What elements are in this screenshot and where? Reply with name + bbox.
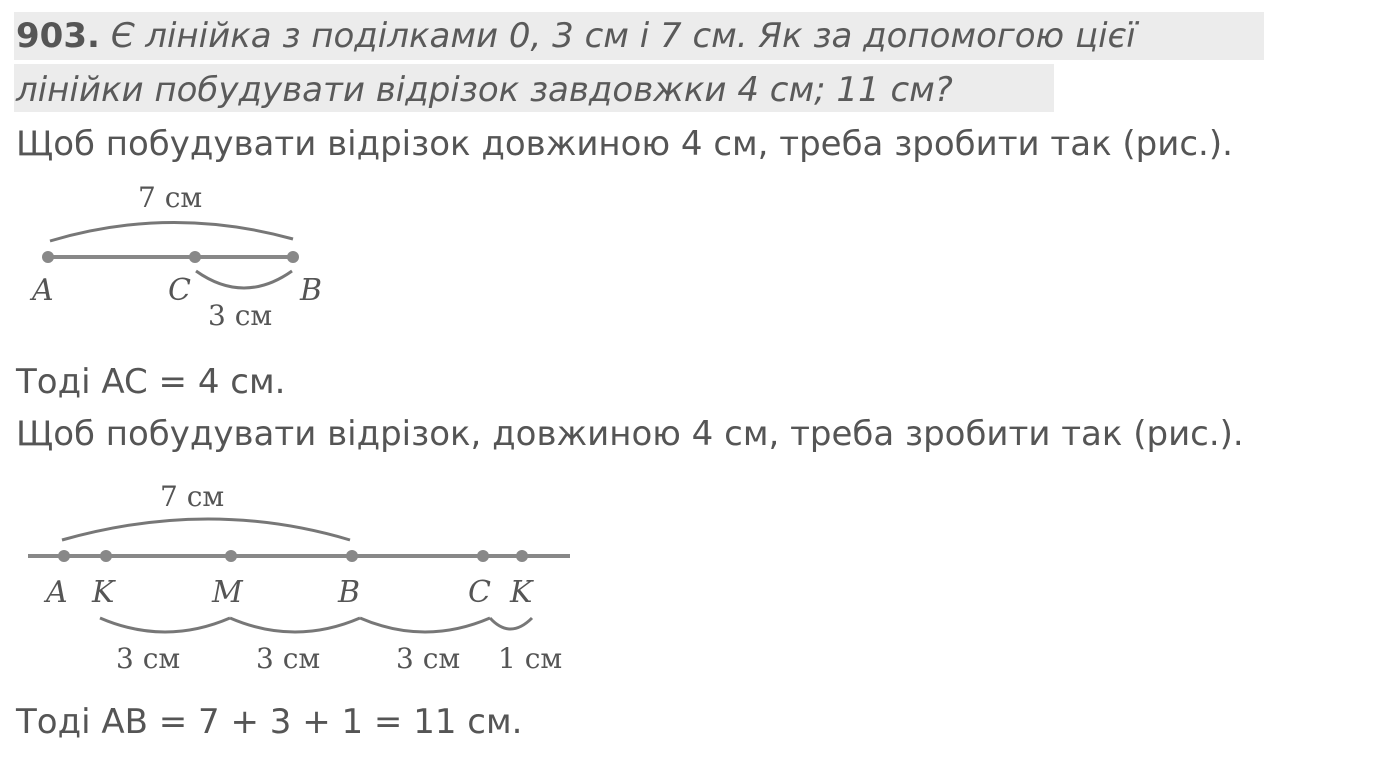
problem-number: 903.	[16, 16, 100, 56]
figure-1-point-a	[42, 251, 54, 263]
figure-2-point-k1	[100, 550, 112, 562]
figure-1-top-label: 7 см	[138, 181, 203, 214]
figure-2-label-4: 1 см	[498, 642, 563, 675]
figure-1-letter-b: B	[300, 273, 323, 308]
solution-intro-1: Щоб побудувати відрізок довжиною 4 см, треба зробити так (рис.).	[16, 124, 1233, 164]
figure-1-bottom-arc	[196, 271, 292, 288]
solution-intro-2: Щоб побудувати відрізок, довжиною 4 см, треба зробити так (рис.).	[16, 414, 1244, 454]
figure-2-label-3: 3 см	[396, 642, 461, 675]
figure-2-point-b	[346, 550, 358, 562]
figure-2-top-label: 7 см	[160, 480, 225, 513]
figure-2-letter-b: B	[338, 575, 361, 610]
figure-1-letter-a: A	[32, 273, 54, 308]
figure-2-arc-1	[100, 618, 230, 632]
figure-2-letter-c: C	[468, 575, 491, 610]
figure-2-point-a	[58, 550, 70, 562]
figure-2-arc-4	[490, 618, 532, 629]
problem-text: Є лінійка з поділками 0, 3 см і 7 см. Як за допомогою цієї	[110, 16, 1136, 56]
figure-1-top-arc	[50, 222, 293, 241]
figure-2-label-1: 3 см	[116, 642, 181, 675]
figure-2-letter-m: M	[212, 575, 243, 610]
figure-2-point-c	[477, 550, 489, 562]
solution-result-2: Тоді AB = 7 + 3 + 1 = 11 см.	[16, 702, 523, 742]
figure-2-arc-3	[360, 618, 490, 632]
figure-2	[20, 478, 580, 678]
figure-2-point-k2	[516, 550, 528, 562]
figure-2-letter-a: A	[46, 575, 68, 610]
figure-2-arc-2	[230, 618, 360, 632]
figure-1-point-c	[189, 251, 201, 263]
problem-line-1	[16, 14, 1136, 58]
figure-2-label-2: 3 см	[256, 642, 321, 675]
figure-1-bottom-label: 3 см	[208, 299, 273, 332]
figure-2-letter-k2: K	[510, 575, 533, 610]
solution-result-1: Тоді AC = 4 см.	[16, 362, 286, 402]
figure-1-letter-c: C	[168, 273, 191, 308]
figure-1	[20, 175, 380, 335]
figure-2-letter-k1: K	[92, 575, 115, 610]
figure-2-top-arc	[62, 519, 350, 540]
figure-2-point-m	[225, 550, 237, 562]
problem-line-2: лінійки побудувати відрізок завдовжки 4 см; 11 см?	[16, 70, 953, 110]
figure-1-point-b	[287, 251, 299, 263]
